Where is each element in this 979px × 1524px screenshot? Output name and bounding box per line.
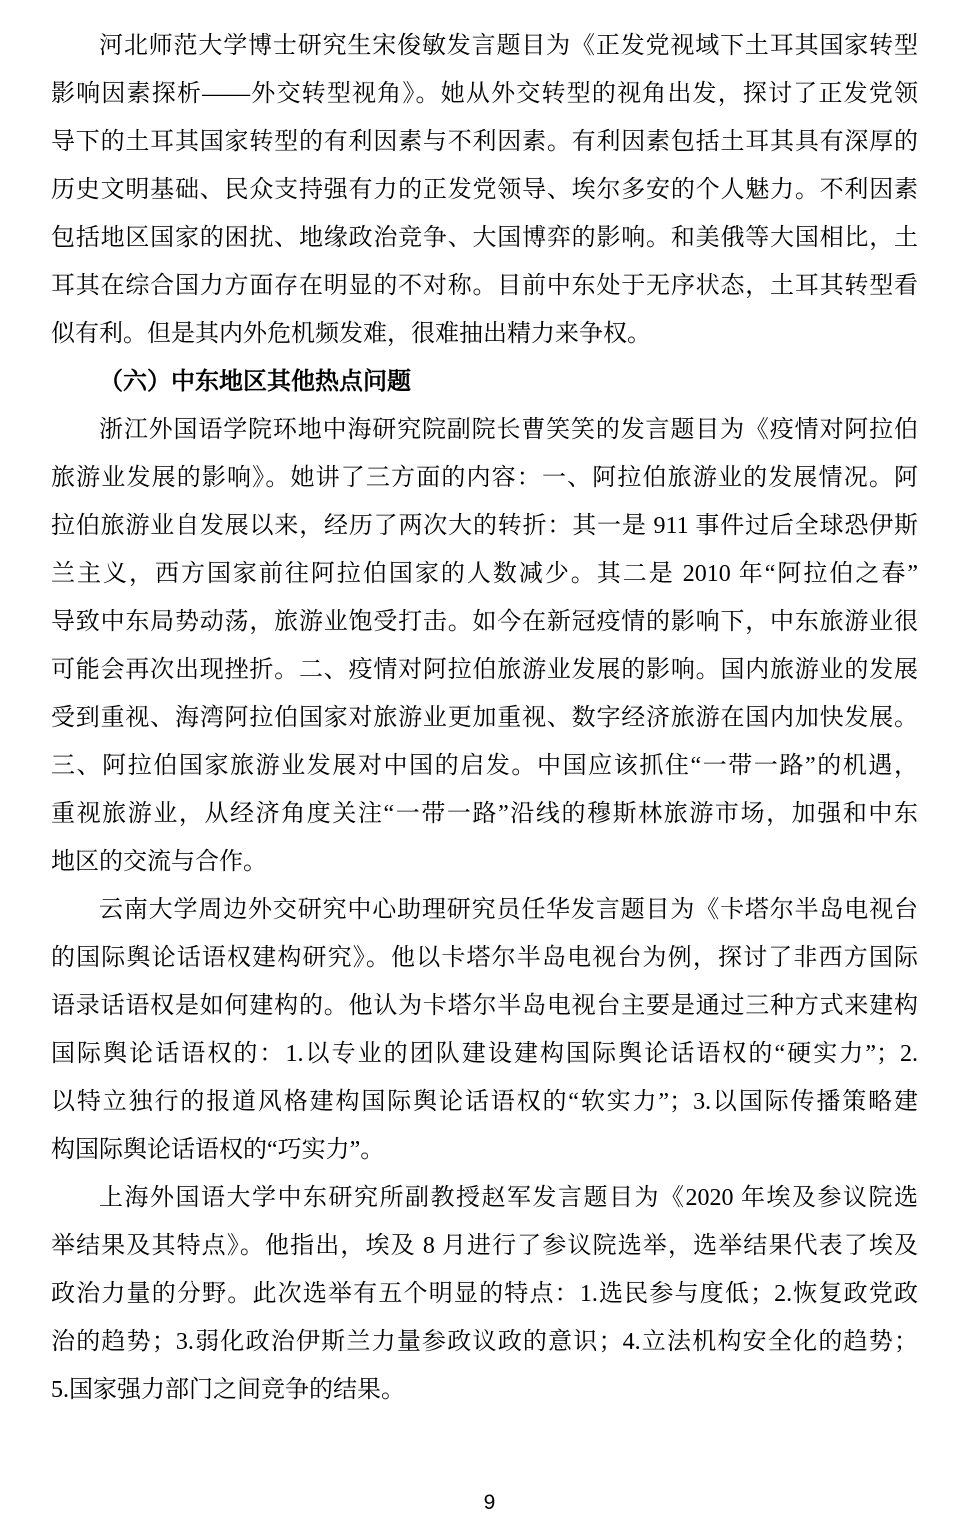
text-line: 云南大学周边外交研究中心助理研究员任华发言题目为《卡塔尔半岛电视台 <box>99 897 918 923</box>
text-line: 地区的交流与合作。 <box>51 849 267 875</box>
text-line: 语录话语权是如何建构的。他认为卡塔尔半岛电视台主要是通过三种方式来建构 <box>51 993 918 1019</box>
text-line: 的国际舆论话语权建构研究》。他以卡塔尔半岛电视台为例，探讨了非西方国际 <box>51 945 918 971</box>
text-line: 历史文明基础、民众支持强有力的正发党领导、埃尔多安的个人魅力。不利因素 <box>51 177 918 203</box>
page-number: 9 <box>483 1491 496 1514</box>
text-line: 似有利。但是其内外危机频发难，很难抽出精力来争权。 <box>51 321 651 347</box>
text-line: 5.国家强力部门之间竞争的结果。 <box>51 1377 405 1403</box>
text-line: 影响因素探析——外交转型视角》。她从外交转型的视角出发，探讨了正发党领 <box>51 81 918 107</box>
text-line: 河北师范大学博士研究生宋俊敏发言题目为《正发党视域下土耳其国家转型 <box>99 33 918 59</box>
text-line: 构国际舆论话语权的“巧实力”。 <box>51 1137 385 1163</box>
text-line: 上海外国语大学中东研究所副教授赵军发言题目为《2020 年埃及参议院选 <box>99 1185 918 1211</box>
text-line: 举结果及其特点》。他指出，埃及 8 月进行了参议院选举，选举结果代表了埃及 <box>51 1233 918 1259</box>
text-line: 兰主义，西方国家前往阿拉伯国家的人数减少。其二是 2010 年“阿拉伯之春” <box>51 561 918 587</box>
text-line: 旅游业发展的影响》。她讲了三方面的内容：一、阿拉伯旅游业的发展情况。阿 <box>51 465 918 491</box>
text-line: 三、阿拉伯国家旅游业发展对中国的启发。中国应该抓住“一带一路”的机遇， <box>51 753 918 779</box>
text-line: 国际舆论话语权的：1.以专业的团队建设建构国际舆论话语权的“硬实力”；2. <box>51 1041 918 1067</box>
text-line: 可能会再次出现挫折。二、疫情对阿拉伯旅游业发展的影响。国内旅游业的发展 <box>51 657 918 683</box>
text-line: 受到重视、海湾阿拉伯国家对旅游业更加重视、数字经济旅游在国内加快发展。 <box>51 705 918 731</box>
text-line: 导致中东局势动荡，旅游业饱受打击。如今在新冠疫情的影响下，中东旅游业很 <box>51 609 918 635</box>
text-line: 治的趋势；3.弱化政治伊斯兰力量参政议政的意识；4.立法机构安全化的趋势； <box>51 1329 918 1355</box>
text-line: 导下的土耳其国家转型的有利因素与不利因素。有利因素包括土耳其具有深厚的 <box>51 129 918 155</box>
text-line: 包括地区国家的困扰、地缘政治竞争、大国博弈的影响。和美俄等大国相比，土 <box>51 225 918 251</box>
text-line: 浙江外国语学院环地中海研究院副院长曹笑笑的发言题目为《疫情对阿拉伯 <box>99 417 918 443</box>
text-line: 政治力量的分野。此次选举有五个明显的特点：1.选民参与度低；2.恢复政党政 <box>51 1281 918 1307</box>
text-line: 重视旅游业，从经济角度关注“一带一路”沿线的穆斯林旅游市场，加强和中东 <box>51 801 918 827</box>
text-line: 以特立独行的报道风格建构国际舆论话语权的“软实力”；3.以国际传播策略建 <box>51 1089 918 1115</box>
text-line: 拉伯旅游业自发展以来，经历了两次大的转折：其一是 911 事件过后全球恐伊斯 <box>51 513 918 539</box>
text-line: 耳其在综合国力方面存在明显的不对称。目前中东处于无序状态，土耳其转型看 <box>51 273 918 299</box>
section-heading: （六）中东地区其他热点问题 <box>99 369 411 395</box>
